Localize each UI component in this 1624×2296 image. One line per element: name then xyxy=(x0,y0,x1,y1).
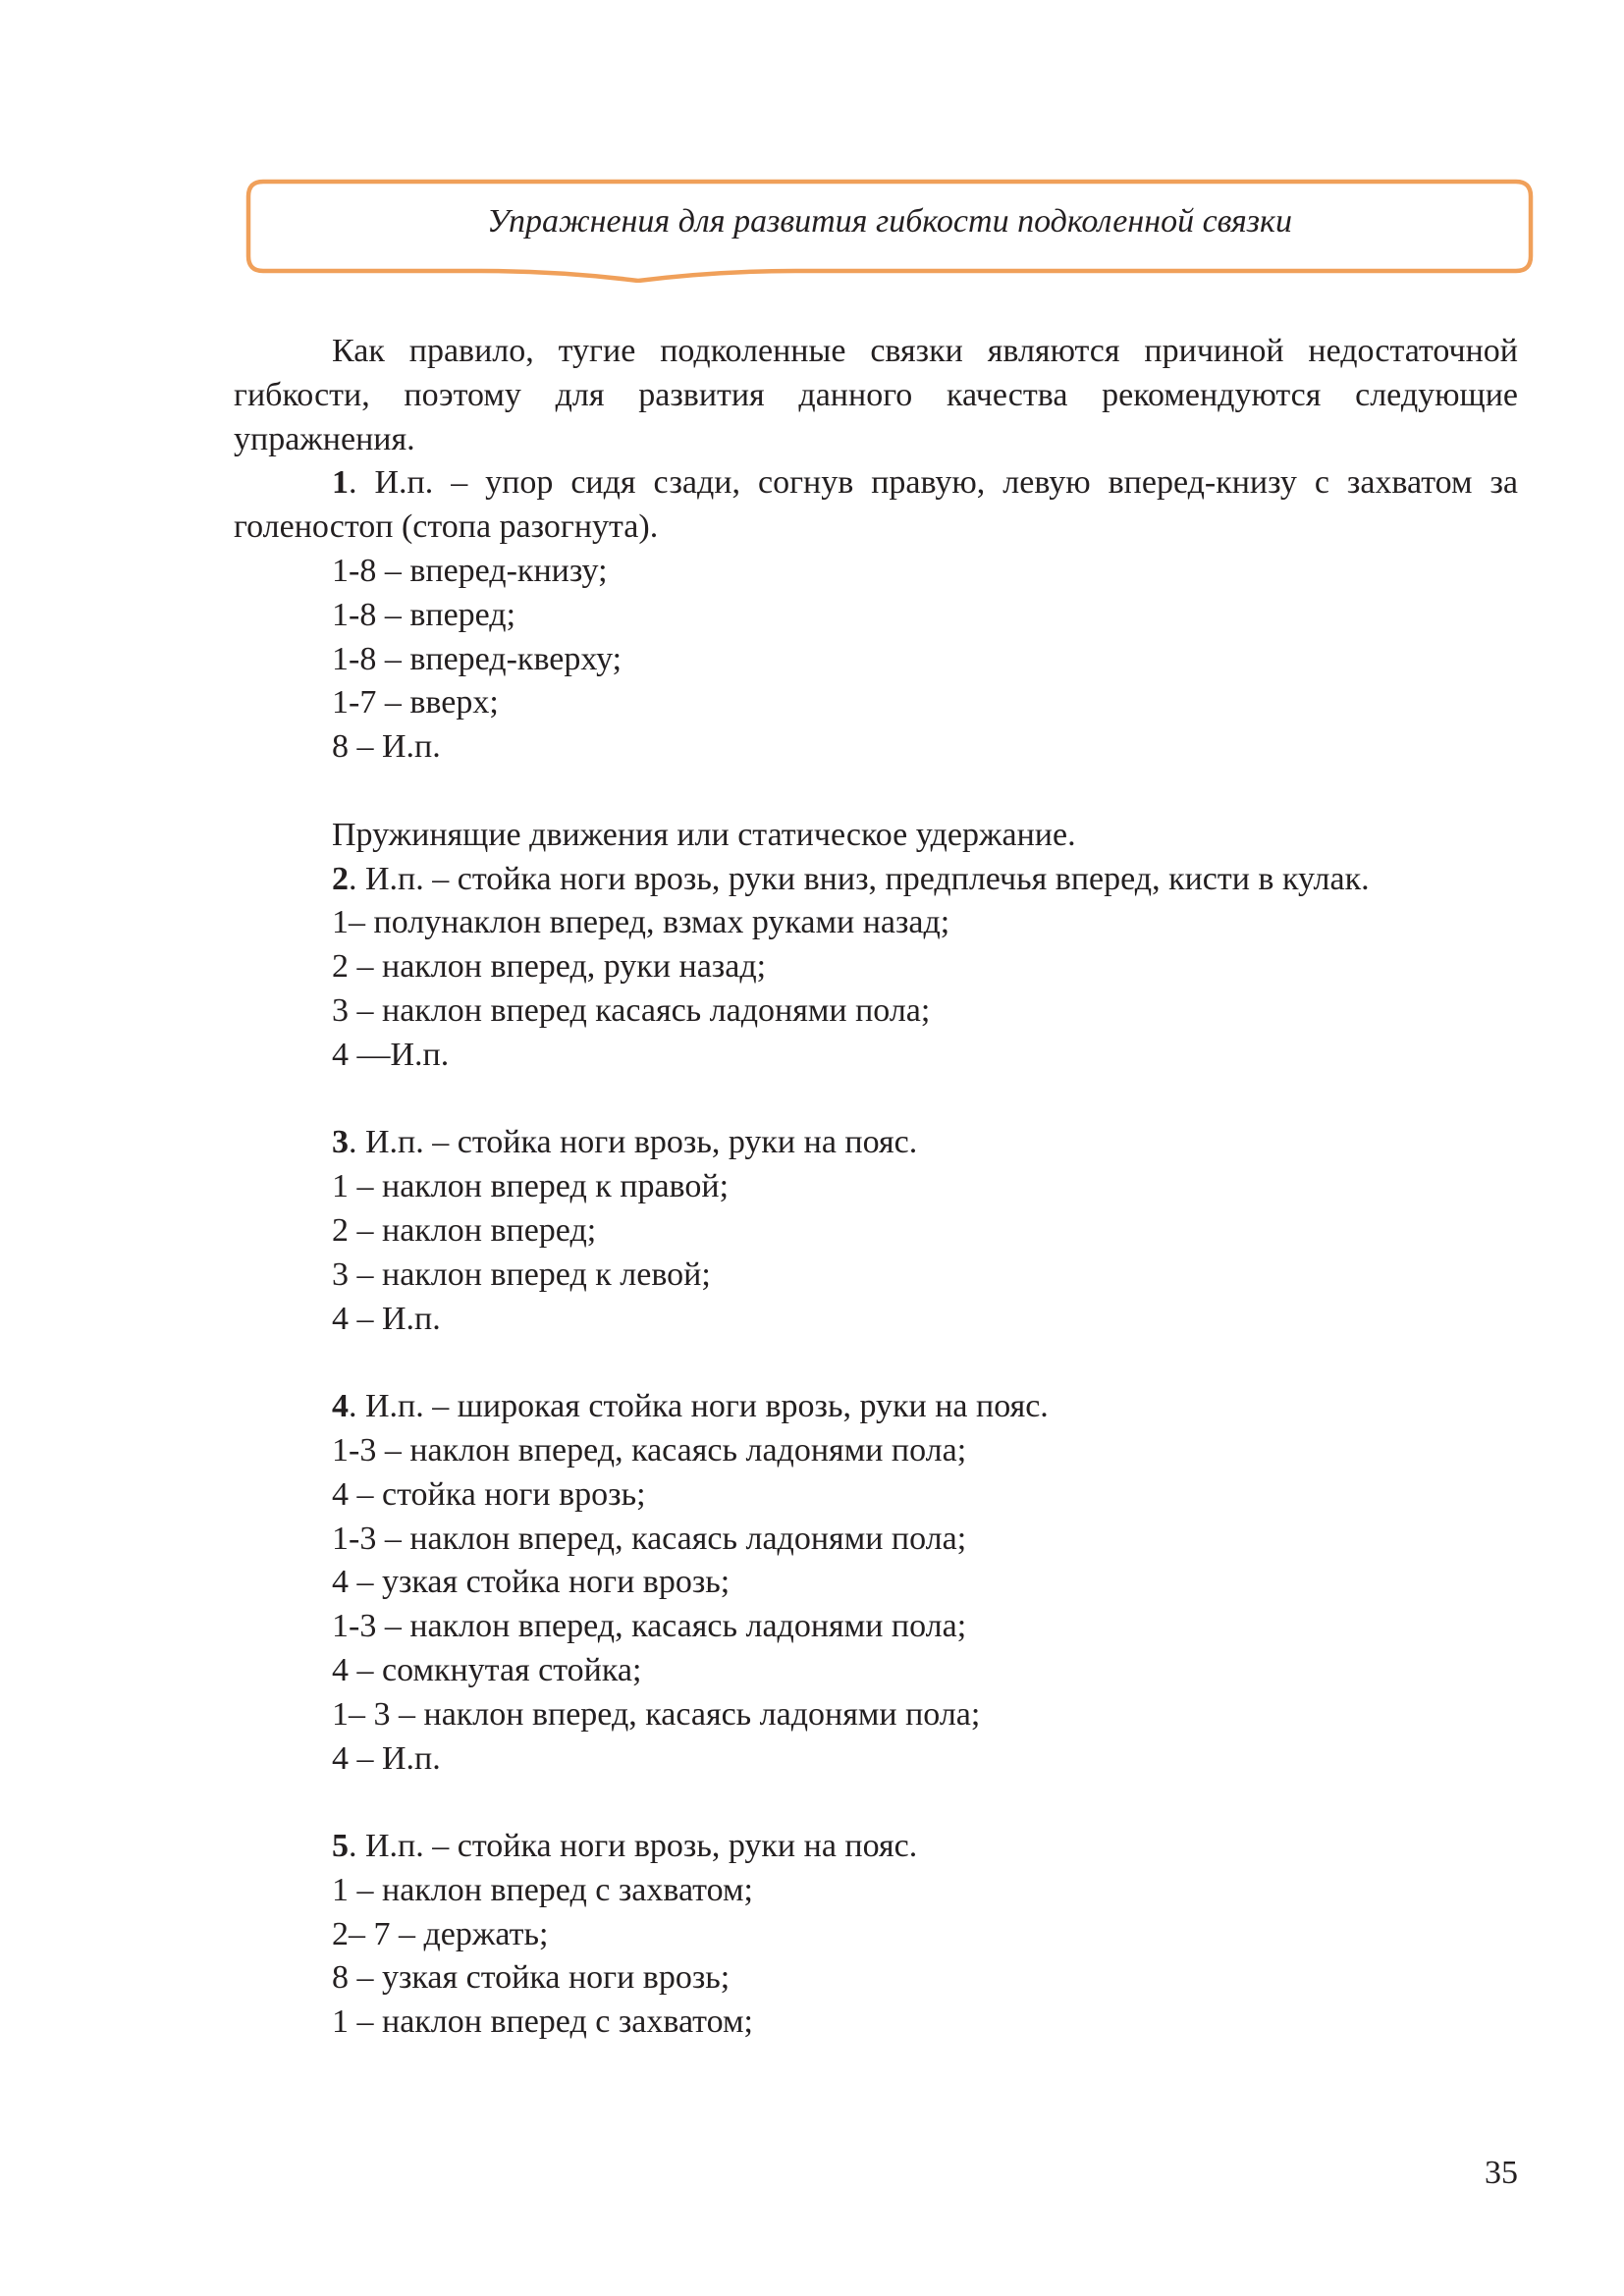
exercise-step: 1-8 – вперед; xyxy=(332,596,516,633)
page-number: 35 xyxy=(1485,2155,1518,2191)
exercise-step: 8 – И.п. xyxy=(332,728,441,766)
exercise-step: 1 – наклон вперед к правой; xyxy=(332,1168,730,1205)
spacer xyxy=(234,770,1518,814)
exercise-number: 4 xyxy=(332,1388,349,1425)
exercise-description: . И.п. – упор сидя сзади, согнув правую, левую вперед-книзу с захватом за голеностоп (стопа разогнута). xyxy=(234,464,1518,546)
exercise-step: 4 – стойка ноги врозь; xyxy=(332,1475,646,1513)
section-title: Упражнения для развития гибкости подколенной связки xyxy=(487,203,1292,240)
exercise-step: 1-8 – вперед-книзу; xyxy=(332,552,608,589)
exercise-step: 3 – наклон вперед касаясь ладонями пола; xyxy=(332,991,931,1029)
exercise-4-paragraph xyxy=(234,1385,1518,1429)
exercise-description: . И.п. – стойка ноги врозь, руки на пояс. xyxy=(349,1124,918,1161)
exercise-number: 5 xyxy=(332,1828,349,1865)
exercise-step: 1– 3 – наклон вперед, касаясь ладонями пола; xyxy=(332,1695,981,1733)
exercise-step: 1-3 – наклон вперед, касаясь ладонями пола; xyxy=(332,1520,967,1557)
spacer xyxy=(234,1078,1518,1122)
exercise-description: . И.п. – широкая стойка ноги врозь, руки на пояс. xyxy=(349,1388,1049,1425)
exercise-step: 1– полунаклон вперед, взмах руками назад; xyxy=(332,904,950,941)
exercise-step: 1 – наклон вперед с захватом; xyxy=(332,2003,753,2041)
spacer xyxy=(234,1781,1518,1825)
exercise-step: 1-3 – наклон вперед, касаясь ладонями пола; xyxy=(332,1431,967,1468)
exercise-step: 4 – И.п. xyxy=(332,1739,441,1777)
exercise-step: 4 – И.п. xyxy=(332,1300,441,1337)
spacer xyxy=(234,1341,1518,1385)
exercise-step: 2– 7 – держать; xyxy=(332,1915,549,1952)
section-header-box xyxy=(245,179,1534,283)
exercise-description: . И.п. – стойка ноги врозь, руки на пояс. xyxy=(349,1828,918,1865)
exercise-step: 1 – наклон вперед с захватом; xyxy=(332,1871,753,1908)
exercise-1-paragraph xyxy=(234,461,1518,550)
exercise-3-paragraph xyxy=(234,1121,1518,1165)
exercise-step: 2 – наклон вперед; xyxy=(332,1211,597,1249)
exercise-step: 3 – наклон вперед к левой; xyxy=(332,1255,711,1293)
exercise-number: 3 xyxy=(332,1124,349,1161)
body-text xyxy=(234,330,1518,2045)
exercise-number: 1 xyxy=(332,464,349,502)
exercise-step: 8 – узкая стойка ноги врозь; xyxy=(332,1959,731,1997)
exercise-step: 1-3 – наклон вперед, касаясь ладонями пола; xyxy=(332,1608,967,1645)
intro-paragraph: Как правило, тугие подколенные связки являются причиной недостаточной гибкости, поэтому для развития данного качества рекомендуются следующие упражнения. xyxy=(234,333,1518,457)
exercise-step: 1-8 – вперед-кверху; xyxy=(332,640,623,677)
exercise-step: 2 – наклон вперед, руки назад; xyxy=(332,948,767,986)
exercise-5-paragraph xyxy=(234,1825,1518,1869)
exercise-2-paragraph xyxy=(234,858,1518,902)
exercise-step: 4 – сомкнутая стойка; xyxy=(332,1651,642,1688)
exercise-description: . И.п. – стойка ноги врозь, руки вниз, предплечья вперед, кисти в кулак. xyxy=(349,860,1370,897)
exercise-step: 4 —И.п. xyxy=(332,1036,450,1073)
exercise-step: 4 – узкая стойка ноги врозь; xyxy=(332,1564,731,1601)
exercise-step: 1-7 – вверх; xyxy=(332,684,499,721)
exercise-note: Пружинящие движения или статическое удержание. xyxy=(332,816,1076,853)
exercise-number: 2 xyxy=(332,860,349,897)
